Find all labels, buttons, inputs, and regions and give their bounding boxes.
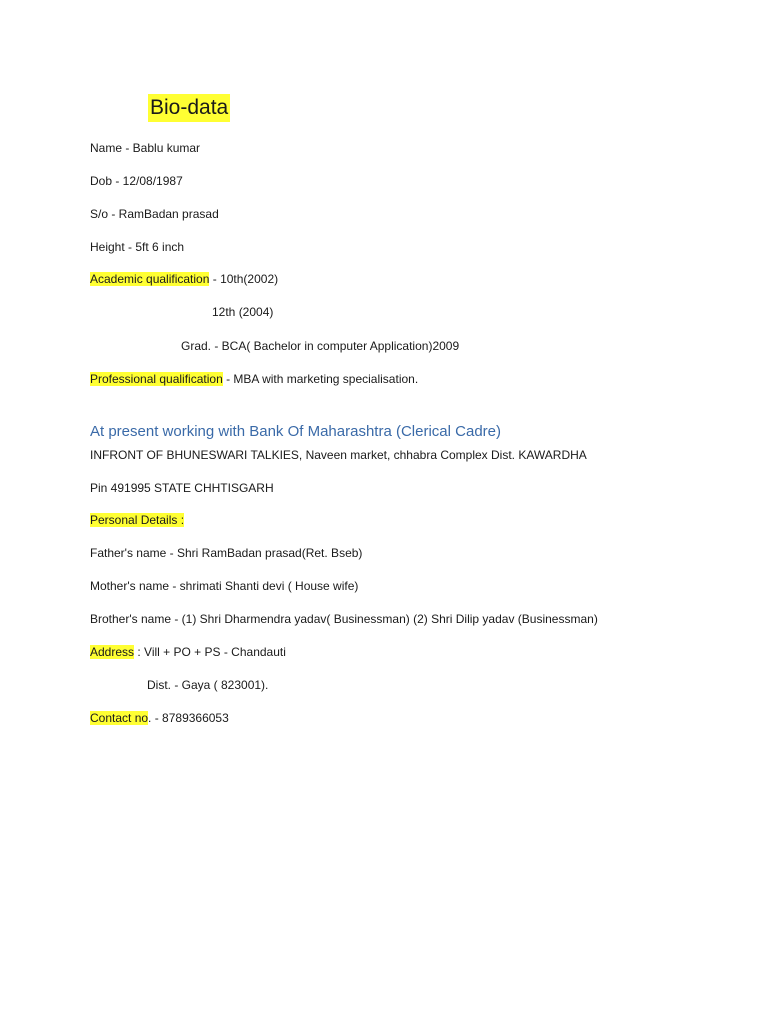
address-line1: : Vill + PO + PS - Chandauti xyxy=(134,645,286,659)
personal-details-heading xyxy=(90,512,184,528)
academic-grad: Grad. - BCA( Bachelor in computer Application)2009 xyxy=(181,339,460,353)
academic-tenth: - 10th(2002) xyxy=(209,272,279,286)
mother-line: Mother's name - shrimati Shanti devi ( House wife) xyxy=(90,579,359,593)
contact-value: . - 8789366053 xyxy=(148,711,229,725)
address-label: Address xyxy=(90,645,135,659)
contact-line xyxy=(90,710,229,726)
address-line2: Dist. - Gaya ( 823001). xyxy=(147,678,269,692)
so-line: S/o - RamBadan prasad xyxy=(90,207,219,221)
work-address-line1: INFRONT OF BHUNESWARI TALKIES, Naveen market, chhabra Complex Dist. KAWARDHA xyxy=(90,448,587,462)
address-line xyxy=(90,644,286,660)
professional-label: Professional qualification xyxy=(90,372,223,386)
brother-line: Brother's name - (1) Shri Dharmendra yadav( Businessman) (2) Shri Dilip yadav (Businessman) xyxy=(90,612,598,626)
contact-label: Contact no xyxy=(90,711,149,725)
height-line: Height - 5ft 6 inch xyxy=(90,240,185,254)
professional-value: - MBA with marketing specialisation. xyxy=(222,372,419,386)
dob-line: Dob - 12/08/1987 xyxy=(90,174,183,188)
work-heading: At present working with Bank Of Maharashtra (Clerical Cadre) xyxy=(90,423,501,440)
academic-line xyxy=(90,271,278,287)
work-address-line2: Pin 491995 STATE CHHTISGARH xyxy=(90,481,274,495)
father-line: Father's name - Shri RamBadan prasad(Ret. Bseb) xyxy=(90,546,363,560)
personal-details-label: Personal Details : xyxy=(90,513,185,527)
document-title: Bio-data xyxy=(148,94,230,122)
professional-line xyxy=(90,371,418,387)
academic-twelfth: 12th (2004) xyxy=(212,305,274,319)
academic-label: Academic qualification xyxy=(90,272,210,286)
name-line: Name - Bablu kumar xyxy=(90,141,201,155)
